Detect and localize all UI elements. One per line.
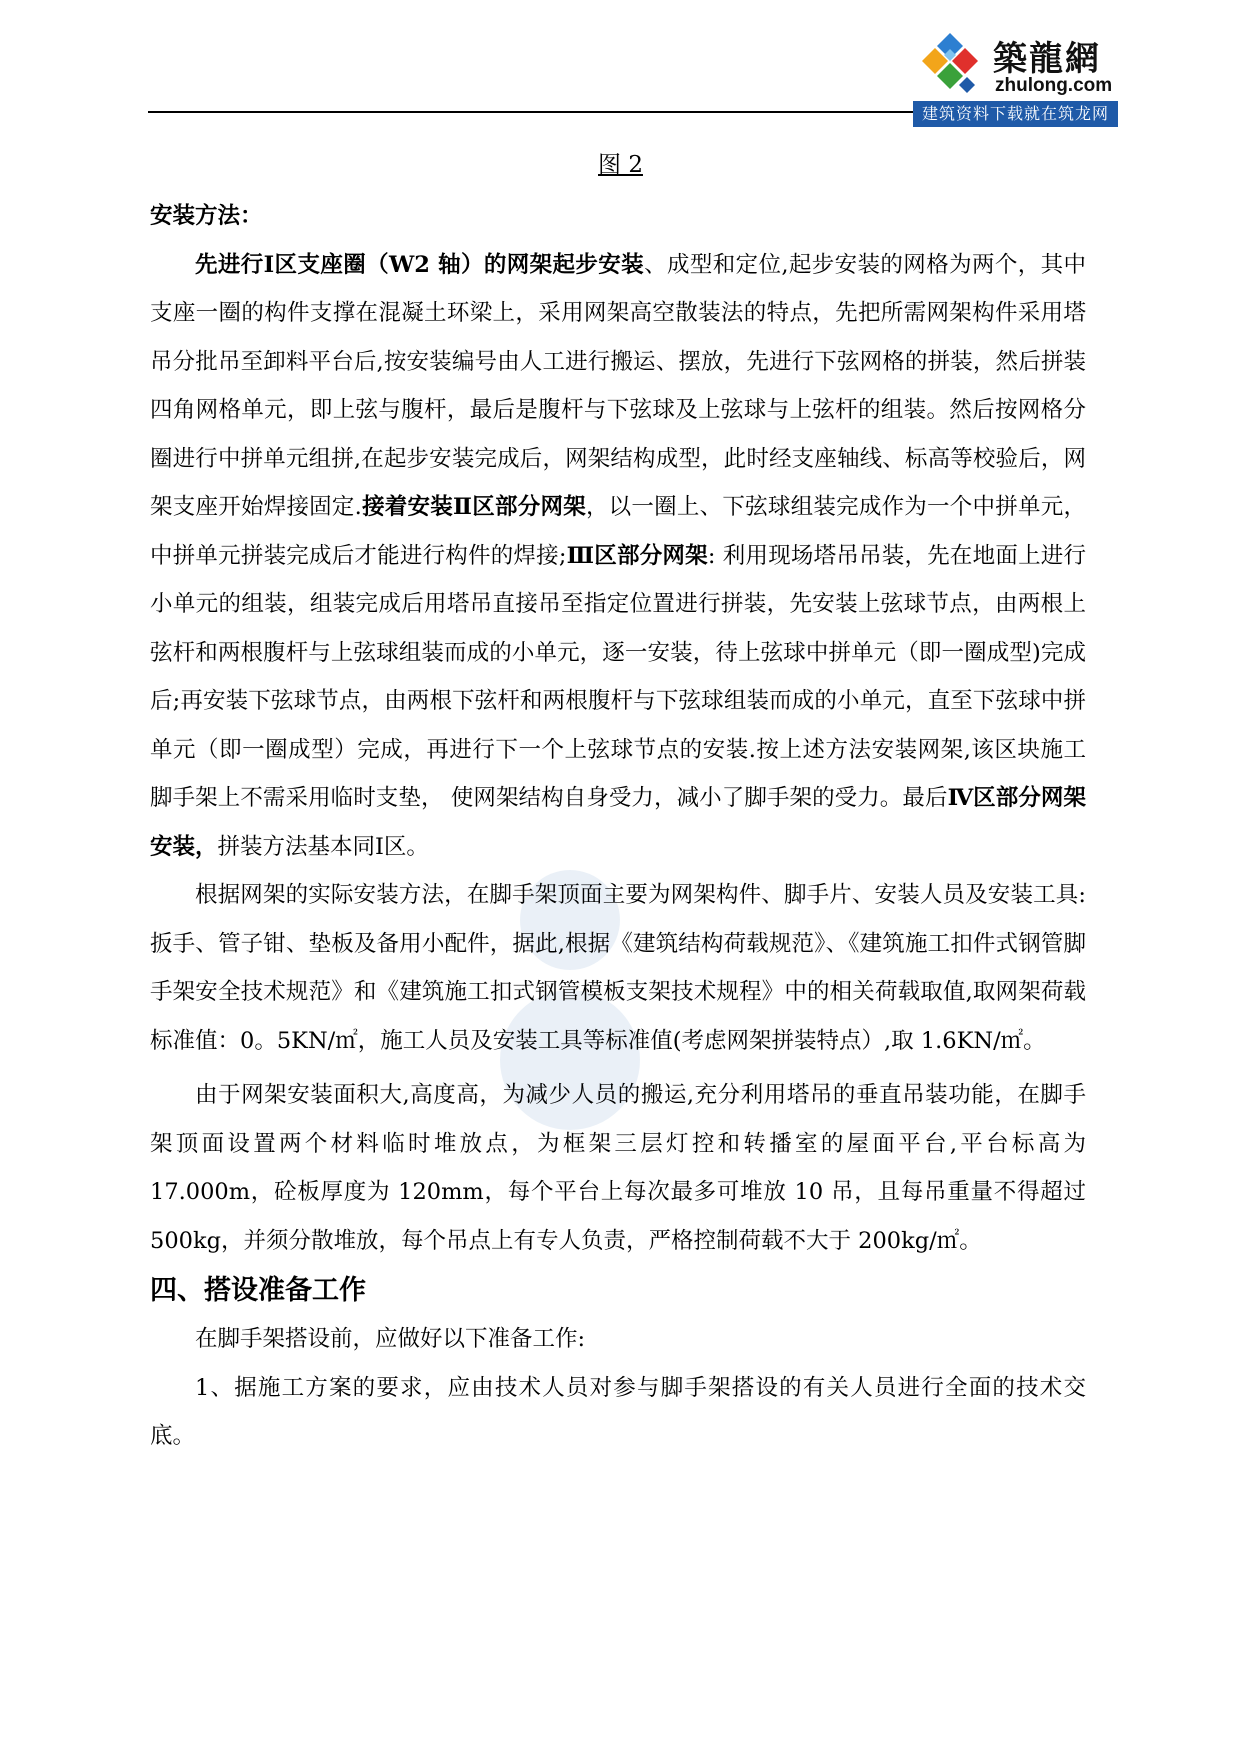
para1-text4: 拼装方法基本同Ⅰ区。 — [217, 833, 429, 860]
section-4-heading: 四、搭设准备工作 — [150, 1275, 366, 1306]
install-method-heading: 安装方法： — [150, 203, 263, 229]
document-body — [150, 192, 1086, 1461]
logo-mark-icon — [915, 29, 985, 99]
para1-text1: 、成型和定位,起步安装的网格为两个，其中支座一圈的构件支撑在混凝土环梁上，采用网架高空散装法的特点，先把所需网架构件采用塔吊分批吊至卸料平台后,按安装编号由人工进行搬运、摆放，先进行下弦网格的拼装，然后拼装四角网格单元，即上弦与腹杆，最后是腹杆与下弦球及上弦球与上弦杆的组装。然后按网格分圈进行中拼单元组拼,在起步安装完成后，网架结构成型，此时经支座轴线、标高等校验后，网架支座开始焊接固定. — [150, 251, 1086, 520]
figure-caption: 图 2 — [598, 152, 643, 178]
install-paragraph-3: 由于网架安装面积大,高度高，为减少人员的搬运,充分利用塔吊的垂直吊装功能，在脚手架顶面设置两个材料临时堆放点，为框架三层灯控和转播室的屋面平台,平台标高为 17.000m，砼板厚度为 120mm，每个平台上每次最多可堆放 10 吊，且每吊重量不得超过 500kg，并须分散堆放，每个吊点上有专人负责，严格控制荷载不大于 200kg/㎡。 — [150, 1082, 1086, 1254]
install-paragraph-1 — [150, 241, 1086, 872]
logo-url: zhulong.com — [995, 75, 1113, 96]
section-4-item-1: 1、据施工方案的要求，应由技术人员对参与脚手架搭设的有关人员进行全面的技术交底。 — [150, 1374, 1086, 1449]
section-4-intro: 在脚手架搭设前，应做好以下准备工作: — [195, 1326, 586, 1352]
zhulong-logo — [913, 25, 1118, 127]
zone4-bold: Ⅳ区部分网架安装， — [150, 785, 1086, 860]
zone2-bold: 接着安装Ⅱ区部分网架 — [361, 494, 586, 520]
zone1-bold: 先进行Ⅰ区支座圈（W2 轴）的网架起步安装 — [195, 251, 645, 278]
zone3-bold: Ⅲ区部分网架 — [566, 542, 708, 569]
install-paragraph-2: 根据网架的实际安装方法，在脚手架顶面主要为网架构件、脚手片、安装人员及安装工具: 扳手、管子钳、垫板及备用小配件，据此,根据《建筑结构荷载规范》、《建筑施工扣件式钢管脚手架安全技术规范》和《建筑施工扣式钢管模板支架技术规程》中的相关荷载取值,取网架荷载标准值：0。5KN/㎡，施工人员及安装工具等标准值(考虑网架拼装特点）,取 1.6KN/㎡。 — [150, 882, 1086, 1054]
logo-chinese-name: 築龍網 — [993, 39, 1101, 79]
header-rule — [148, 111, 933, 113]
logo-top — [913, 25, 1118, 101]
para1-text3: : 利用现场塔吊吊装，先在地面上进行小单元的组装，组装完成后用塔吊直接吊至指定位置进行拼装，先安装上弦球节点，由两根上弦杆和两根腹杆与上弦球组装而成的小单元，逐一安装，待上弦球中拼单元（即一圈成型)完成后;再安装下弦球节点，由两根下弦杆和两根腹杆与下弦球组装而成的小单元，直至下弦球中拼单元（即一圈成型）完成，再进行下一个上弦球节点的安装.按上述方法安装网架,该区块施工脚手架上不需采用临时支垫， 使网架结构自身受力，减小了脚手架的受力。最后 — [150, 542, 1086, 811]
logo-tagline: 建筑资料下载就在筑龙网 — [913, 101, 1118, 127]
para1-text2: ，以一圈上、下弦球组装完成作为一个中拼单元，中拼单元拼装完成后才能进行构件的焊接; — [150, 494, 1086, 569]
